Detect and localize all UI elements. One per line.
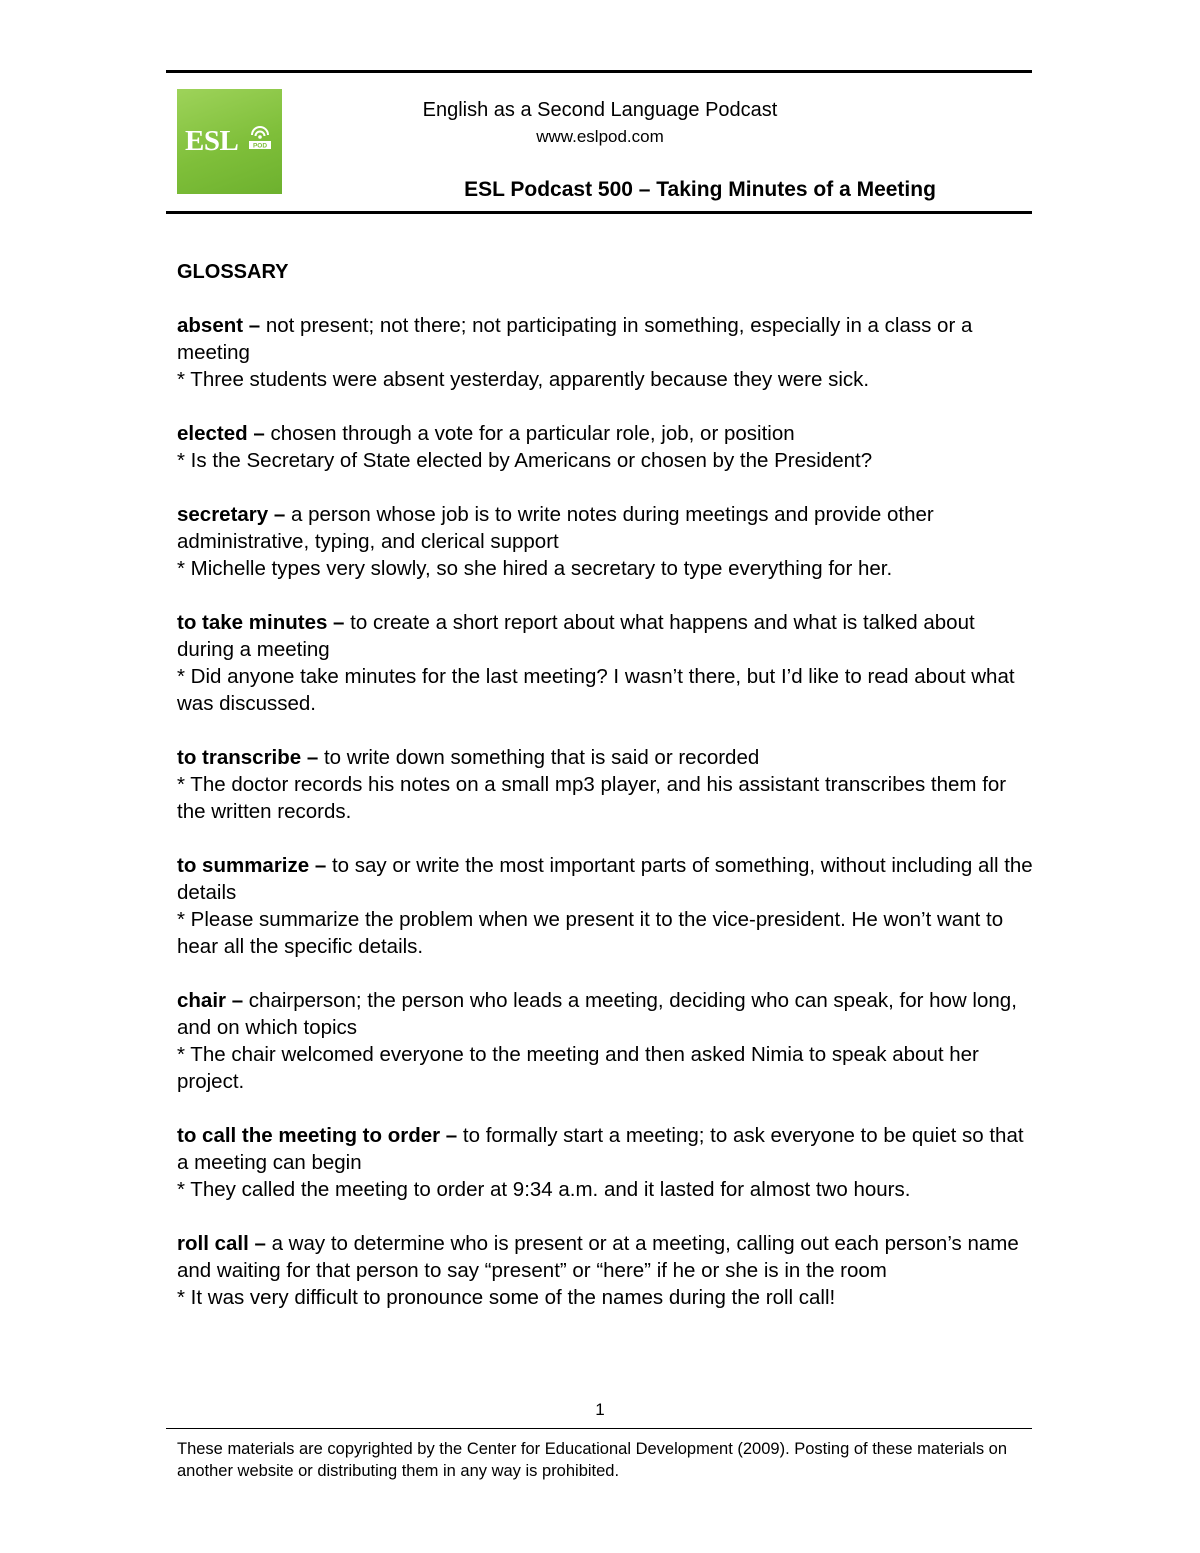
entry-term: roll call – <box>177 1232 266 1255</box>
glossary-entry-chair <box>177 987 1037 1095</box>
episode-title: ESL Podcast 500 – Taking Minutes of a Meeting <box>464 178 936 201</box>
entry-definition: a person whose job is to write notes during meetings and provide other administrative, typing, and clerical support <box>177 503 934 553</box>
site-title: English as a Second Language Podcast <box>422 99 778 121</box>
copyright-notice: These materials are copyrighted by the Center for Educational Development (2009). Posting of these materials on another website or distributing them in any way is prohibited. <box>177 1440 1008 1480</box>
entry-definition: chairperson; the person who leads a meeting, deciding who can speak, for how long, and on which topics <box>177 989 1017 1039</box>
glossary-entry-take-minutes <box>177 609 1037 717</box>
logo-text: ESL <box>185 125 239 157</box>
entry-definition: to create a short report about what happens and what is talked about during a meeting <box>177 611 975 661</box>
site-url: www.eslpod.com <box>536 127 664 146</box>
entry-term: chair – <box>177 989 244 1012</box>
glossary-entry-roll-call <box>177 1230 1037 1311</box>
entry-definition-line <box>177 420 1037 447</box>
page-number: 1 <box>595 1400 605 1419</box>
entry-definition: a way to determine who is present or at a meeting, calling out each person’s name and waiting for that person to say “present” or “here” if he or she is in the room <box>177 1232 1019 1282</box>
entry-example: * It was very difficult to pronounce some of the names during the roll call! <box>177 1286 836 1309</box>
entry-definition-line <box>177 987 1037 1041</box>
entry-term: to take minutes – <box>177 611 345 634</box>
eslpod-logo <box>177 89 282 194</box>
entry-definition: chosen through a vote for a particular role, job, or position <box>264 422 795 445</box>
entry-definition-line <box>177 609 1037 663</box>
entry-example: * The doctor records his notes on a small mp3 player, and his assistant transcribes them for the written records. <box>177 773 1007 823</box>
entry-definition: to formally start a meeting; to ask everyone to be quiet so that a meeting can begin <box>177 1124 1024 1174</box>
footer-rule <box>166 1428 1032 1429</box>
entry-definition-line <box>177 852 1037 906</box>
header-bottom-rule <box>166 211 1032 214</box>
entry-example: * The chair welcomed everyone to the meeting and then asked Nimia to speak about her project. <box>177 1043 979 1093</box>
glossary-entry-elected <box>177 420 1037 474</box>
entry-definition-line <box>177 312 1037 366</box>
entry-term: elected – <box>177 422 265 445</box>
glossary-entry-absent <box>177 312 1037 393</box>
entry-term: to transcribe – <box>177 746 319 769</box>
entry-definition-line <box>177 501 1037 555</box>
entry-definition: to say or write the most important parts of something, without including all the details <box>177 854 1033 904</box>
entry-example: * Three students were absent yesterday, apparently because they were sick. <box>177 368 870 391</box>
logo-pod-label: POD <box>252 142 268 150</box>
glossary-entry-secretary <box>177 501 1037 582</box>
entry-term: to summarize – <box>177 854 327 877</box>
entry-term: to call the meeting to order – <box>177 1124 458 1147</box>
glossary-entry-summarize <box>177 852 1037 960</box>
entry-term: secretary – <box>177 503 286 526</box>
entry-example: * Please summarize the problem when we present it to the vice-president. He won’t want to hear all the specific details. <box>177 908 1004 958</box>
entry-definition-line <box>177 1122 1037 1176</box>
entry-example: * Michelle types very slowly, so she hired a secretary to type everything for her. <box>177 557 893 580</box>
entry-definition: not present; not there; not participating in something, especially in a class or a meeting <box>177 314 973 364</box>
entry-definition-line <box>177 1230 1037 1284</box>
entry-example: * Is the Secretary of State elected by Americans or chosen by the President? <box>177 449 873 472</box>
glossary-entry-call-to-order <box>177 1122 1037 1203</box>
entry-term: absent – <box>177 314 261 337</box>
entry-example: * They called the meeting to order at 9:34 a.m. and it lasted for almost two hours. <box>177 1178 911 1201</box>
header-top-rule <box>166 70 1032 73</box>
glossary-heading: GLOSSARY <box>177 261 289 283</box>
glossary-entry-transcribe <box>177 744 1037 825</box>
entry-example: * Did anyone take minutes for the last meeting? I wasn’t there, but I’d like to read about what was discussed. <box>177 665 1015 715</box>
entry-definition: to write down something that is said or recorded <box>318 746 760 769</box>
podcast-icon <box>247 125 273 151</box>
glossary-list <box>177 312 1037 1338</box>
entry-definition-line <box>177 744 1037 771</box>
